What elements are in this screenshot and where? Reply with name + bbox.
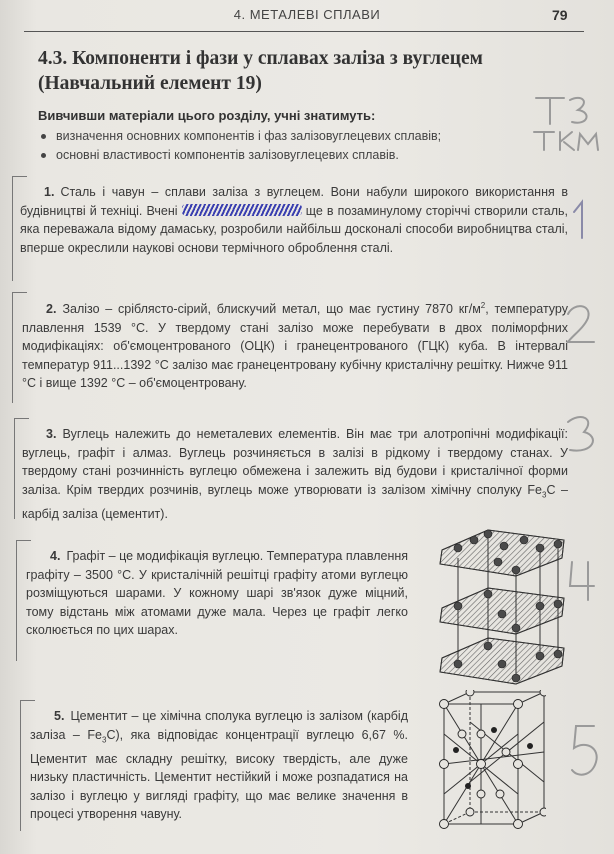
paragraph-text: Сталь і чавун – сплави заліза з вуглецем. Вони набули широкого використання в будівництві й техніці. Вчені xyxy=(20,185,568,218)
paragraph-4 xyxy=(26,547,408,640)
paragraph-3 xyxy=(22,425,568,523)
paragraph-2 xyxy=(22,297,568,393)
cementite-lattice-figure xyxy=(428,690,546,838)
header-rule xyxy=(24,31,584,32)
section-title-line2: (Навчальний елемент 19) xyxy=(38,73,262,94)
paragraph-text: Цементит – це хімічна сполука вуглецю із залізом (карбід заліза – Fe xyxy=(30,709,408,742)
paragraph-text: , температуру плавлення 1539 °С. У твердому стані залізо може перебувати в двох поліморфних модифікаціях: об'ємоцентрованого (ОЦК) і гранецентрованого (ГЦК) куба. В інтервалі температур 911...1392 °С залізо має гранецентровану кубічну кристалічну решітку. Нижче 911 °С і вище 1392 °С – об'ємоцентровану. xyxy=(22,302,568,391)
page-header xyxy=(0,0,614,34)
chapter-title: 4. МЕТАЛЕВІ СПЛАВИ xyxy=(233,7,381,22)
pencil-bracket xyxy=(20,700,35,831)
paragraph-text: С – карбід заліза (цементит). xyxy=(22,482,568,521)
pencil-bracket xyxy=(14,418,29,519)
section-title xyxy=(38,46,568,96)
paragraph-number: 1. xyxy=(44,185,55,199)
superscript: 2 xyxy=(480,301,486,310)
graphite-lattice-figure xyxy=(428,518,578,690)
section-title-line1: 4.3. Компоненти і фази у сплавах заліза з вуглецем xyxy=(38,48,483,69)
paragraph-1 xyxy=(20,183,568,257)
paragraph-number: 5. xyxy=(54,709,65,723)
paragraph-text: Вуглець належить до неметалевих елементів. Він має три алотропічні модифікації: вуглець, графіт і алмаз. Вуглець розчиняється в залізі в рідкому і твердому станах. У твердому стані розчинність вуглецю обмежена і залежить від будови і кристалічної форми заліза. Крім твердих розчинів, вуглець може утворювати із залізом хімічну сполуку Fe xyxy=(22,427,568,497)
paragraph-text: Залізо – сріблясто-сірий, блискучий метал, що має густину 7870 кг/м xyxy=(62,302,481,317)
paragraph-number: 4. xyxy=(50,549,61,563)
paragraph-5 xyxy=(30,707,408,824)
subscript: 3 xyxy=(101,735,107,744)
pencil-bracket xyxy=(12,176,27,281)
paragraph-text: Графіт – це модифікація вуглецю. Температура плавлення графіту – 3500 °С. У кристалічній решітці графіту атоми вуглецю розміщуються шарами. У кожному шарі зв'язок дуже міцний, тому відстань між атомами дуже мала. Через це графіт легко сколюється по цих шарах. xyxy=(26,549,409,637)
paragraph-text: С), яка відповідає концентрації вуглецю 6,67 %. Цементит має складну решітку, високу твердість, але дуже низьку пластичність. Цементит нестійкий і може розпадатися на залізо і вуглецю у вигляді графіту, що має велике значення в процесі утворення чавуну. xyxy=(30,727,408,821)
subscript: 3 xyxy=(541,490,547,499)
learning-objectives-intro: Вивчивши матеріали цього розділу, учні знатимуть: xyxy=(38,108,376,123)
objective-item: визначення основних компонентів і фаз залізовуглецевих сплавів; xyxy=(40,127,540,146)
page-number: 79 xyxy=(552,7,568,23)
pencil-bracket xyxy=(12,292,27,403)
paragraph-number: 3. xyxy=(46,427,57,441)
paragraph-number: 2. xyxy=(46,302,57,317)
paragraph-text: ще в позаминулому сторіччі створили сталь, яка переважала відому дамаську, розробили найбільш досконалі способи виробництва сталі, вперше окреслили наукові основи термічного оброблення сталі. xyxy=(20,203,568,255)
ink-scribble xyxy=(182,204,302,216)
objective-item: основні властивості компонентів залізовуглецевих сплавів. xyxy=(40,146,540,165)
learning-objectives-list xyxy=(40,127,540,165)
pencil-bracket xyxy=(16,540,31,661)
